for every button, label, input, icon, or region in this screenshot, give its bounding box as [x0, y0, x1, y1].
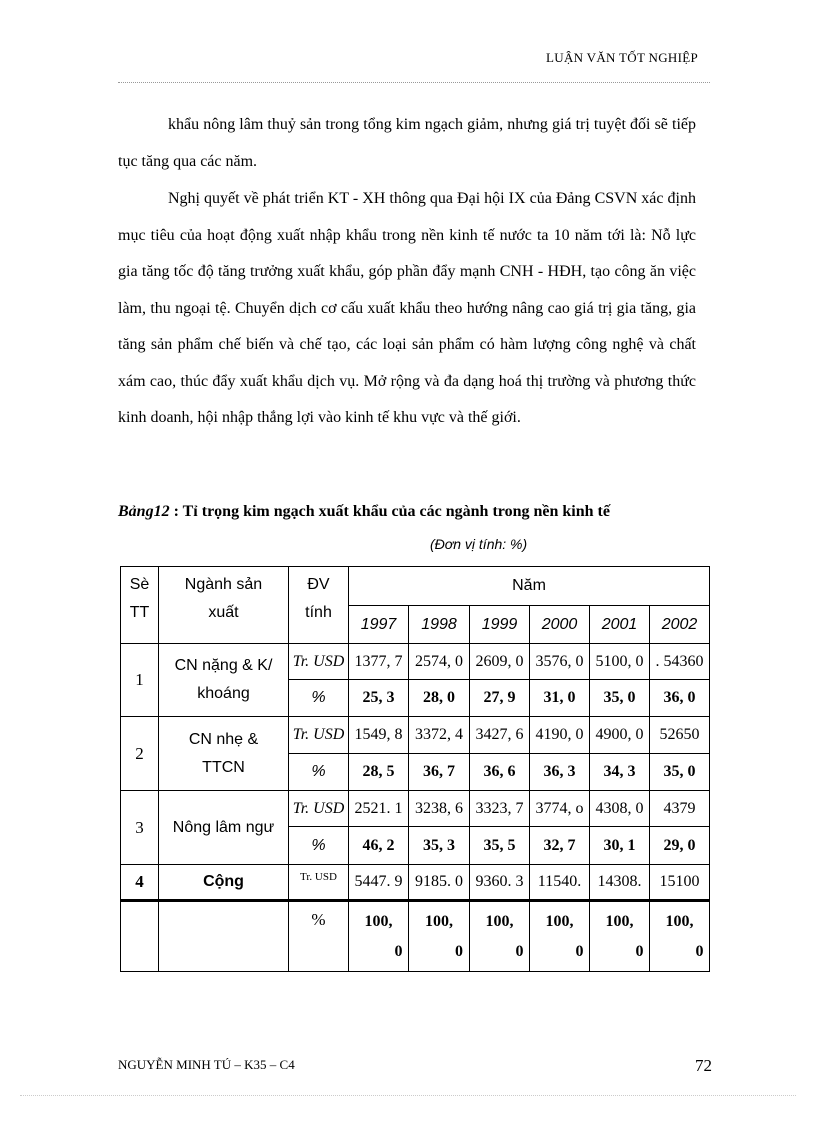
total-sector: Cộng	[159, 865, 289, 901]
total-usd-cell: 9185. 0	[409, 865, 470, 901]
usd-cell: 3323, 7	[470, 791, 530, 827]
total-pct-cell	[530, 901, 590, 972]
usd-cell: 3238, 6	[409, 791, 470, 827]
pct-cell: 46, 2	[349, 827, 409, 865]
year-cell: 1998	[409, 606, 470, 644]
total-usd-cell: 9360. 3	[470, 865, 530, 901]
total-pct-label: %	[289, 901, 349, 972]
table-label: Bảng12	[118, 503, 170, 520]
pct-cell: 34, 3	[590, 754, 650, 791]
total-pct-row	[121, 901, 710, 972]
total-usd-cell: 14308.	[590, 865, 650, 901]
total-pct-cell	[590, 901, 650, 972]
pct-cell: 35, 5	[470, 827, 530, 865]
pct-cell: 31, 0	[530, 680, 590, 717]
pct-cell: 36, 3	[530, 754, 590, 791]
pct-cell: 35, 3	[409, 827, 470, 865]
row-stt: 3	[121, 791, 159, 865]
total-pct-b: 0	[455, 942, 463, 960]
usd-cell: 3427, 6	[470, 717, 530, 754]
table-row	[121, 644, 710, 680]
paragraph-1-text: khẩu nông lâm thuỷ sản trong tổng kim ngạch giảm, nhưng giá trị tuyệt đối sẽ tiếp tục tăng qua các năm.	[118, 116, 696, 170]
pct-cell: 25, 3	[349, 680, 409, 717]
total-pct-cell	[409, 901, 470, 972]
pct-cell: 28, 0	[409, 680, 470, 717]
total-pct-a: 100,	[545, 912, 574, 930]
row-sector: Nông lâm ngư	[159, 791, 289, 865]
usd-cell: . 54360	[650, 644, 710, 680]
total-pct-b: 0	[635, 942, 644, 960]
total-pct-b: 0	[695, 942, 704, 960]
header-unit: ĐV tính	[289, 567, 349, 644]
pct-cell: 36, 6	[470, 754, 530, 791]
row-stt: 1	[121, 644, 159, 717]
year-cell: 1997	[349, 606, 409, 644]
total-usd-label: Tr. USD	[289, 865, 349, 901]
total-usd-cell: 11540.	[530, 865, 590, 901]
pct-cell: 28, 5	[349, 754, 409, 791]
year-cell: 2002	[650, 606, 710, 644]
usd-cell: 52650	[650, 717, 710, 754]
pct-cell: 27, 9	[470, 680, 530, 717]
usd-cell: 4900, 0	[590, 717, 650, 754]
paragraph-1	[118, 107, 696, 180]
total-pct-cell	[650, 901, 710, 972]
row-sector: CN nhẹ & TTCN	[159, 717, 289, 791]
usd-cell: 3774, o	[530, 791, 590, 827]
total-pct-a: 100,	[425, 912, 453, 930]
row-pct-label: %	[289, 754, 349, 791]
table-unit: (Đơn vị tính: %)	[430, 536, 528, 552]
footer-author: NGUYỄN MINH TÚ – K35 – C4	[118, 1057, 295, 1072]
total-pct-a: 100,	[485, 912, 514, 930]
row-pct-label: %	[289, 680, 349, 717]
usd-cell: 4190, 0	[530, 717, 590, 754]
pct-cell: 30, 1	[590, 827, 650, 865]
total-pct-a: 100,	[665, 912, 694, 930]
total-pct-b: 0	[575, 942, 584, 960]
total-empty-stt	[121, 901, 159, 972]
table-row	[121, 791, 710, 827]
pct-cell: 35, 0	[590, 680, 650, 717]
header-sector: Ngành sản xuất	[159, 567, 289, 644]
pct-cell: 36, 0	[650, 680, 710, 717]
page-header: LUẬN VĂN TỐT NGHIỆP	[546, 50, 698, 65]
usd-cell: 1549, 8	[349, 717, 409, 754]
usd-cell: 1377, 7	[349, 644, 409, 680]
table-caption	[118, 503, 708, 521]
header-year: Năm	[349, 567, 710, 606]
total-usd-cell: 5447. 9	[349, 865, 409, 901]
pct-cell: 29, 0	[650, 827, 710, 865]
pct-cell: 36, 7	[409, 754, 470, 791]
row-stt: 2	[121, 717, 159, 791]
total-pct-a: 100,	[605, 912, 634, 930]
usd-cell: 4379	[650, 791, 710, 827]
header-rule	[118, 82, 710, 83]
usd-cell: 2521. 1	[349, 791, 409, 827]
usd-cell: 3372, 4	[409, 717, 470, 754]
pct-cell: 32, 7	[530, 827, 590, 865]
row-usd-label: Tr. USD	[289, 791, 349, 827]
year-cell: 2000	[530, 606, 590, 644]
footer-rule	[20, 1095, 796, 1096]
total-empty-sector	[159, 901, 289, 972]
total-pct-a: 100,	[364, 912, 393, 930]
usd-cell: 2574, 0	[409, 644, 470, 680]
total-pct-cell	[349, 901, 409, 972]
row-usd-label: Tr. USD	[289, 717, 349, 754]
row-pct-label: %	[289, 827, 349, 865]
export-share-table	[120, 566, 710, 972]
table-row	[121, 717, 710, 754]
paragraph-2-text: Nghị quyết về phát triển KT - XH thông qua Đại hội IX của Đảng CSVN xác định mục tiêu của hoạt động xuất nhập khẩu trong nền kinh tế nước ta 10 năm tới là: Nỗ lực gia tăng tốc độ tăng trưởng xuất khẩu, góp phần đẩy mạnh CNH - HĐH, tạo công ăn việc làm, thu ngoại tệ. Chuyển dịch cơ cấu xuất khẩu theo hướng nâng cao giá trị gia tăng, gia tăng sản phẩm chế biến và chế tạo, các loại sản phẩm có hàm lượng công nghệ và chất xám cao, thúc đẩy xuất khẩu dịch vụ. Mở rộng và đa dạng hoá thị trường và phương thức kinh doanh, hội nhập thắng lợi vào kinh tế khu vực và thế giới.	[118, 190, 696, 426]
paragraph-2	[118, 181, 696, 437]
total-stt: 4	[121, 865, 159, 901]
year-cell: 2001	[590, 606, 650, 644]
row-usd-label: Tr. USD	[289, 644, 349, 680]
usd-cell: 3576, 0	[530, 644, 590, 680]
total-usd-cell: 15100	[650, 865, 710, 901]
total-pct-cell	[470, 901, 530, 972]
total-pct-b: 0	[394, 942, 403, 960]
row-sector: CN nặng & K/ khoáng	[159, 644, 289, 717]
pct-cell: 35, 0	[650, 754, 710, 791]
usd-cell: 5100, 0	[590, 644, 650, 680]
usd-cell: 4308, 0	[590, 791, 650, 827]
usd-cell: 2609, 0	[470, 644, 530, 680]
total-pct-b: 0	[515, 942, 524, 960]
total-row	[121, 865, 710, 901]
year-cell: 1999	[470, 606, 530, 644]
table-title: : Tỉ trọng kim ngạch xuất khẩu của các ngành trong nền kinh tế	[169, 503, 610, 520]
page-number: 72	[695, 1056, 712, 1075]
header-stt: Sè TT	[121, 567, 159, 644]
